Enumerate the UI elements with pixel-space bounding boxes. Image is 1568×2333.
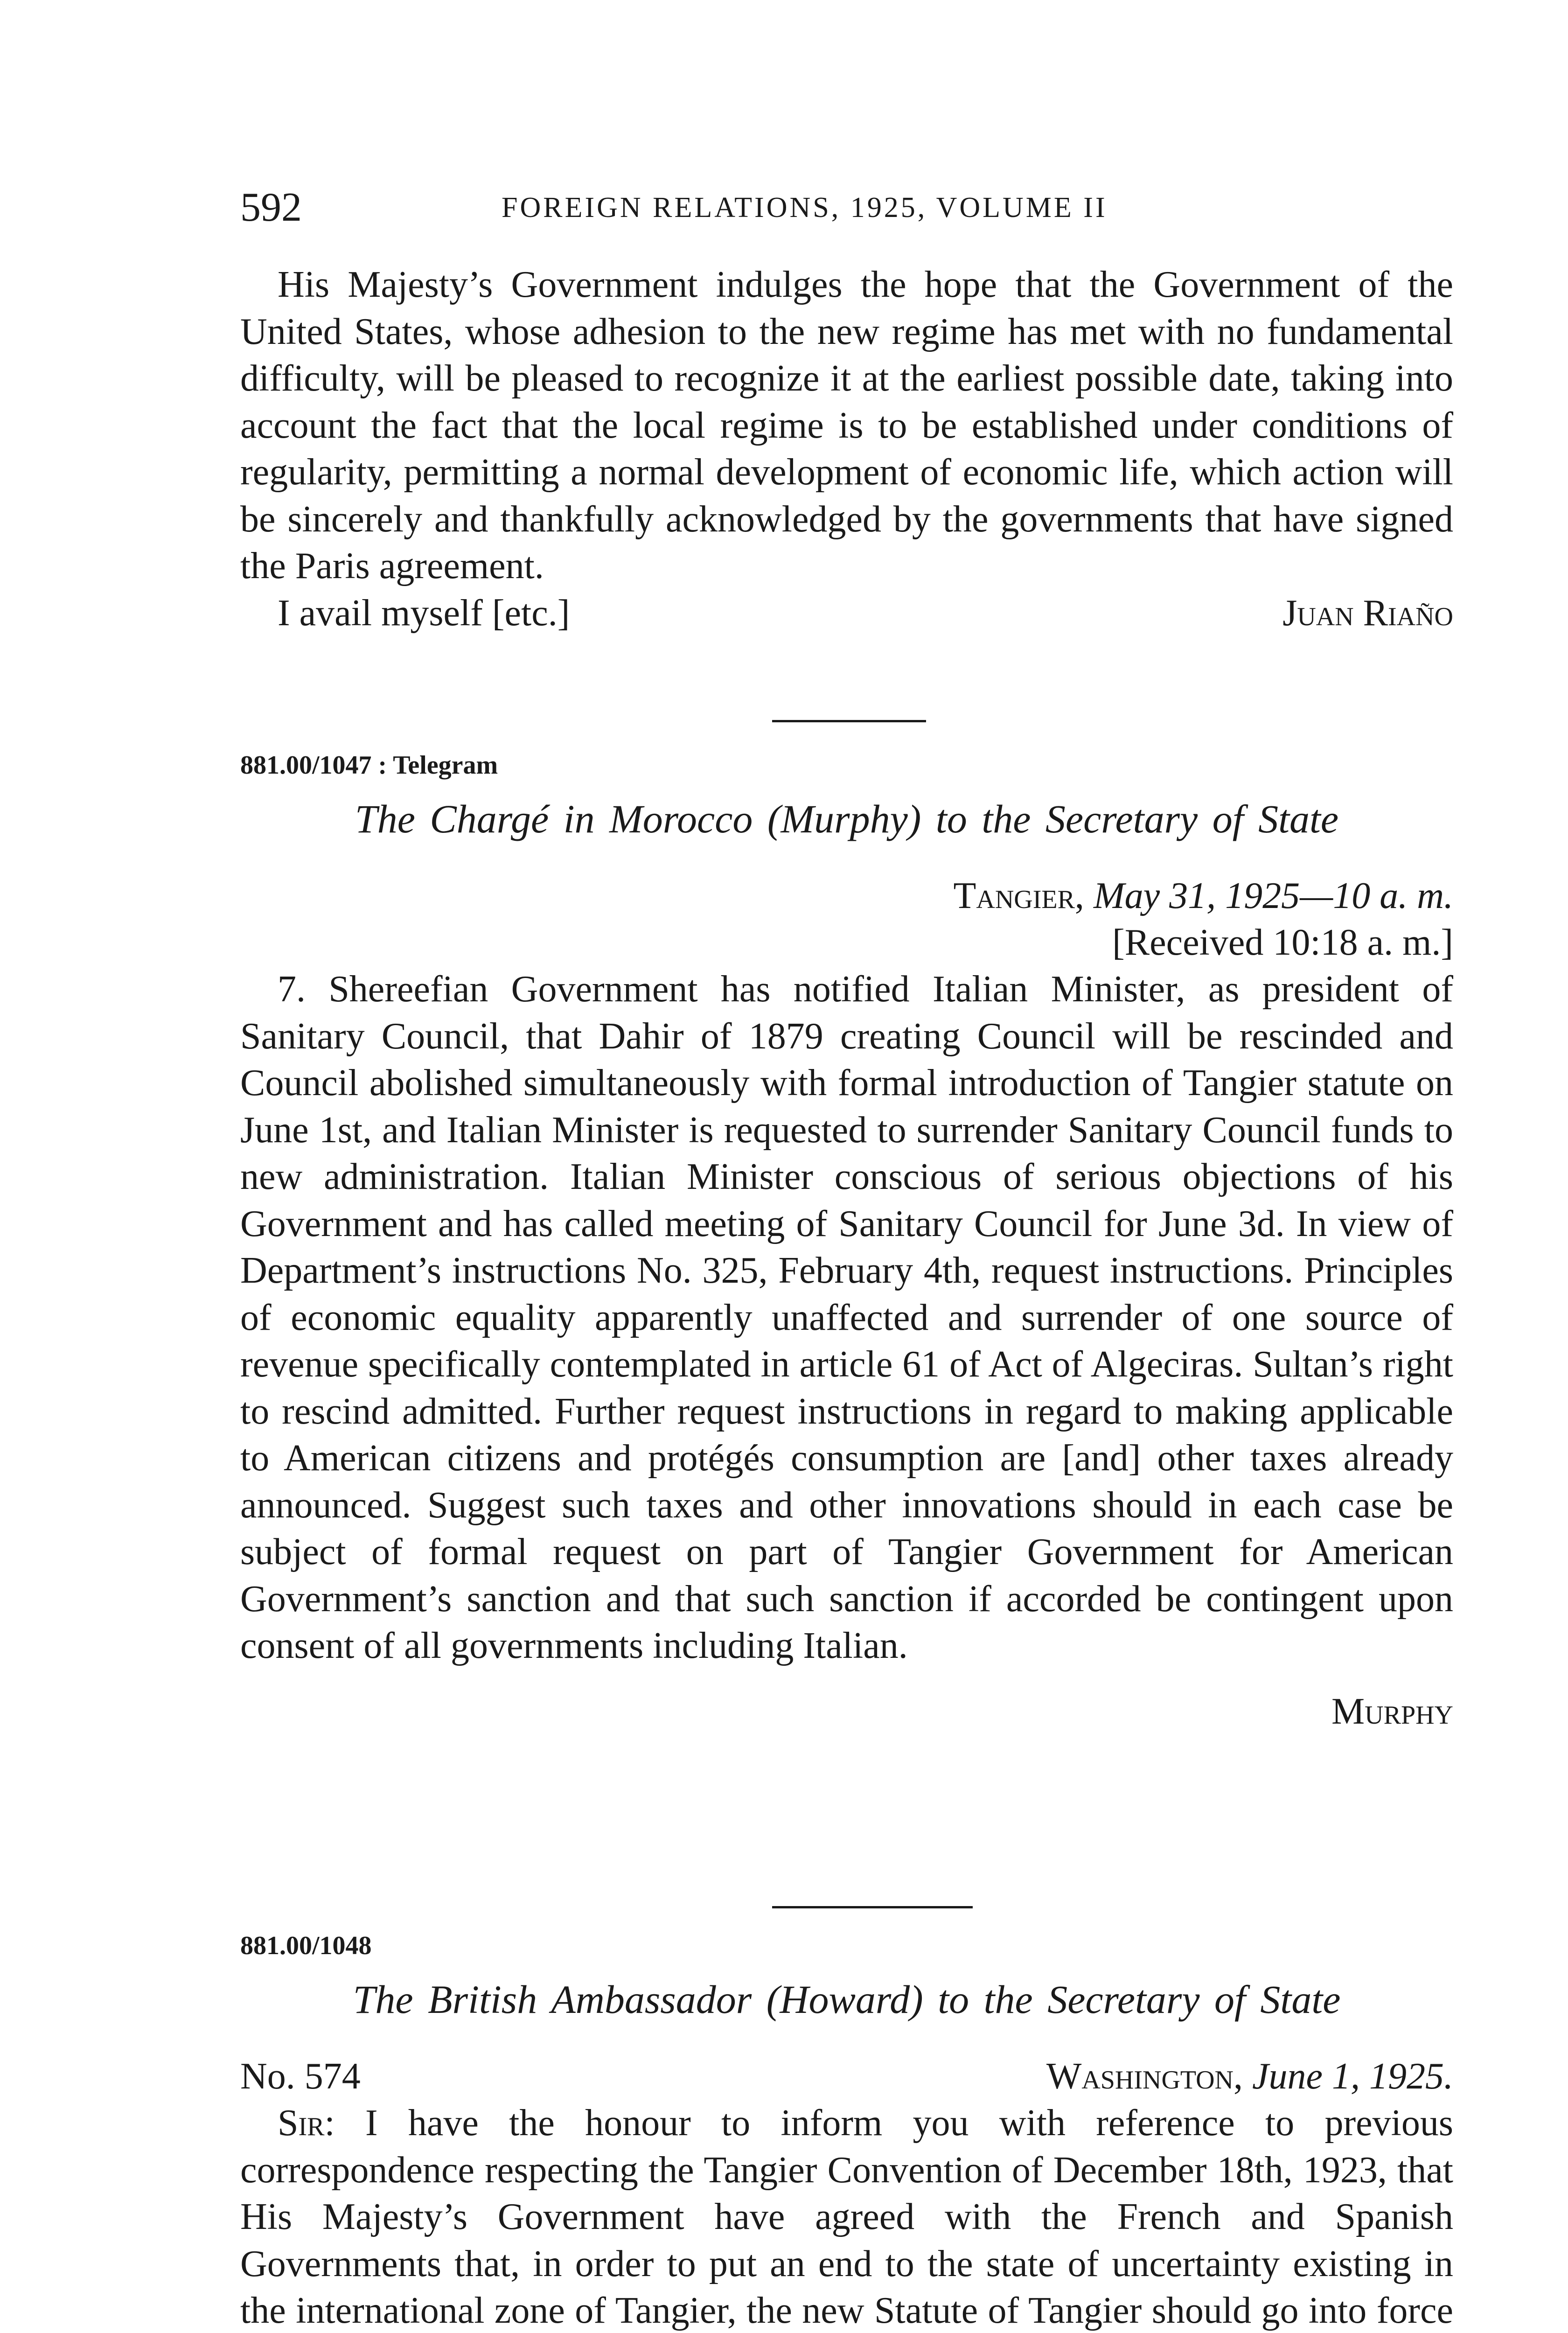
doc1-section <box>240 261 1453 636</box>
doc1-closing: I avail myself [etc.] <box>278 592 570 634</box>
doc3-place: Washington, <box>1046 2056 1243 2097</box>
doc2-section <box>240 747 1453 1735</box>
page-number: 592 <box>240 185 302 230</box>
doc2-received: [Received 10:18 a. m.] <box>1112 922 1453 963</box>
doc3-number: No. 574 <box>240 2056 361 2097</box>
doc3-paragraph: I have the honour to inform you with reference to previous correspondence respecting the Tangier Convention of December 18th, 1923, that His Majesty’s Government have agreed with the French and Spanish Governments that, in order to put an end to the state of uncertainty existing in the international zone of Tangier, the new Statute of Tangier should go into force <box>240 2102 1453 2331</box>
running-head: FOREIGN RELATIONS, 1925, VOLUME II <box>502 192 1108 224</box>
doc3-letter-body <box>240 2100 1453 2333</box>
section-divider <box>772 720 926 722</box>
doc3-date: June 1, 1925. <box>1252 2056 1453 2097</box>
doc3-file-ref: 881.00/1048 <box>240 1931 372 1960</box>
doc2-dateline <box>240 873 1453 919</box>
doc2-date: May 31, 1925—10 a. m. <box>1093 875 1453 916</box>
doc1-closing-row <box>240 590 1453 636</box>
doc3-heading: The British Ambassador (Howard) to the Secretary of State <box>353 1977 1341 2022</box>
doc1-signature: Juan Riaño <box>1282 592 1453 634</box>
section-divider <box>772 1906 973 1908</box>
doc3-number-date-row <box>240 2053 1453 2100</box>
doc2-place: Tangier, <box>953 875 1084 916</box>
doc2-signature: Murphy <box>1331 1690 1453 1732</box>
doc2-paragraph: 7. Shereefian Government has notified Italian Minister, as president of Sanitary Council, that Dahir of 1879 creating Council will be rescinded and Council abolished simultaneously with formal introduction of Tangier statute on June 1st, and Italian Minister is requested to surrender Sanitary Council funds to new administration. Italian Minister conscious of serious objections of his Government and has called meeting of Sanitary Council for June 3d. In view of Department’s instructions No. 325, February 4th, request instructions. Principles of economic equality apparently unaffected and surrender of one source of revenue specifically contemplated in article 61 of Act of Algeciras. Sultan’s right to rescind admitted. Further request instructions in regard to making applicable to American citizens and protégés consumption are [and] other taxes already announced. Suggest such taxes and other innovations should in each case be subject of formal request on part of Tangier Government for American Government’s sanction and that such sanction if accorded be contingent upon consent of all governments including Italian. <box>240 969 1453 1666</box>
doc2-file-ref: 881.00/1047 : Telegram <box>240 751 498 780</box>
doc3-dateline <box>1046 2053 1453 2100</box>
doc2-heading: The Chargé in Morocco (Murphy) to the Secretary of State <box>355 796 1339 841</box>
doc3-section <box>240 1927 1453 2333</box>
doc3-salutation: Sir: <box>278 2102 335 2144</box>
doc1-paragraph: His Majesty’s Government indulges the hope that the Government of the United States, whose adhesion to the new regime has met with no fundamental difficulty, will be pleased to recognize it at the earliest possible date, taking into account the fact that the local regime is to be established under conditions of regularity, permitting a normal development of economic life, which action will be sincerely and thankfully acknowledged by the governments that have signed the Paris agreement. <box>240 264 1453 587</box>
page-header <box>240 180 1453 236</box>
